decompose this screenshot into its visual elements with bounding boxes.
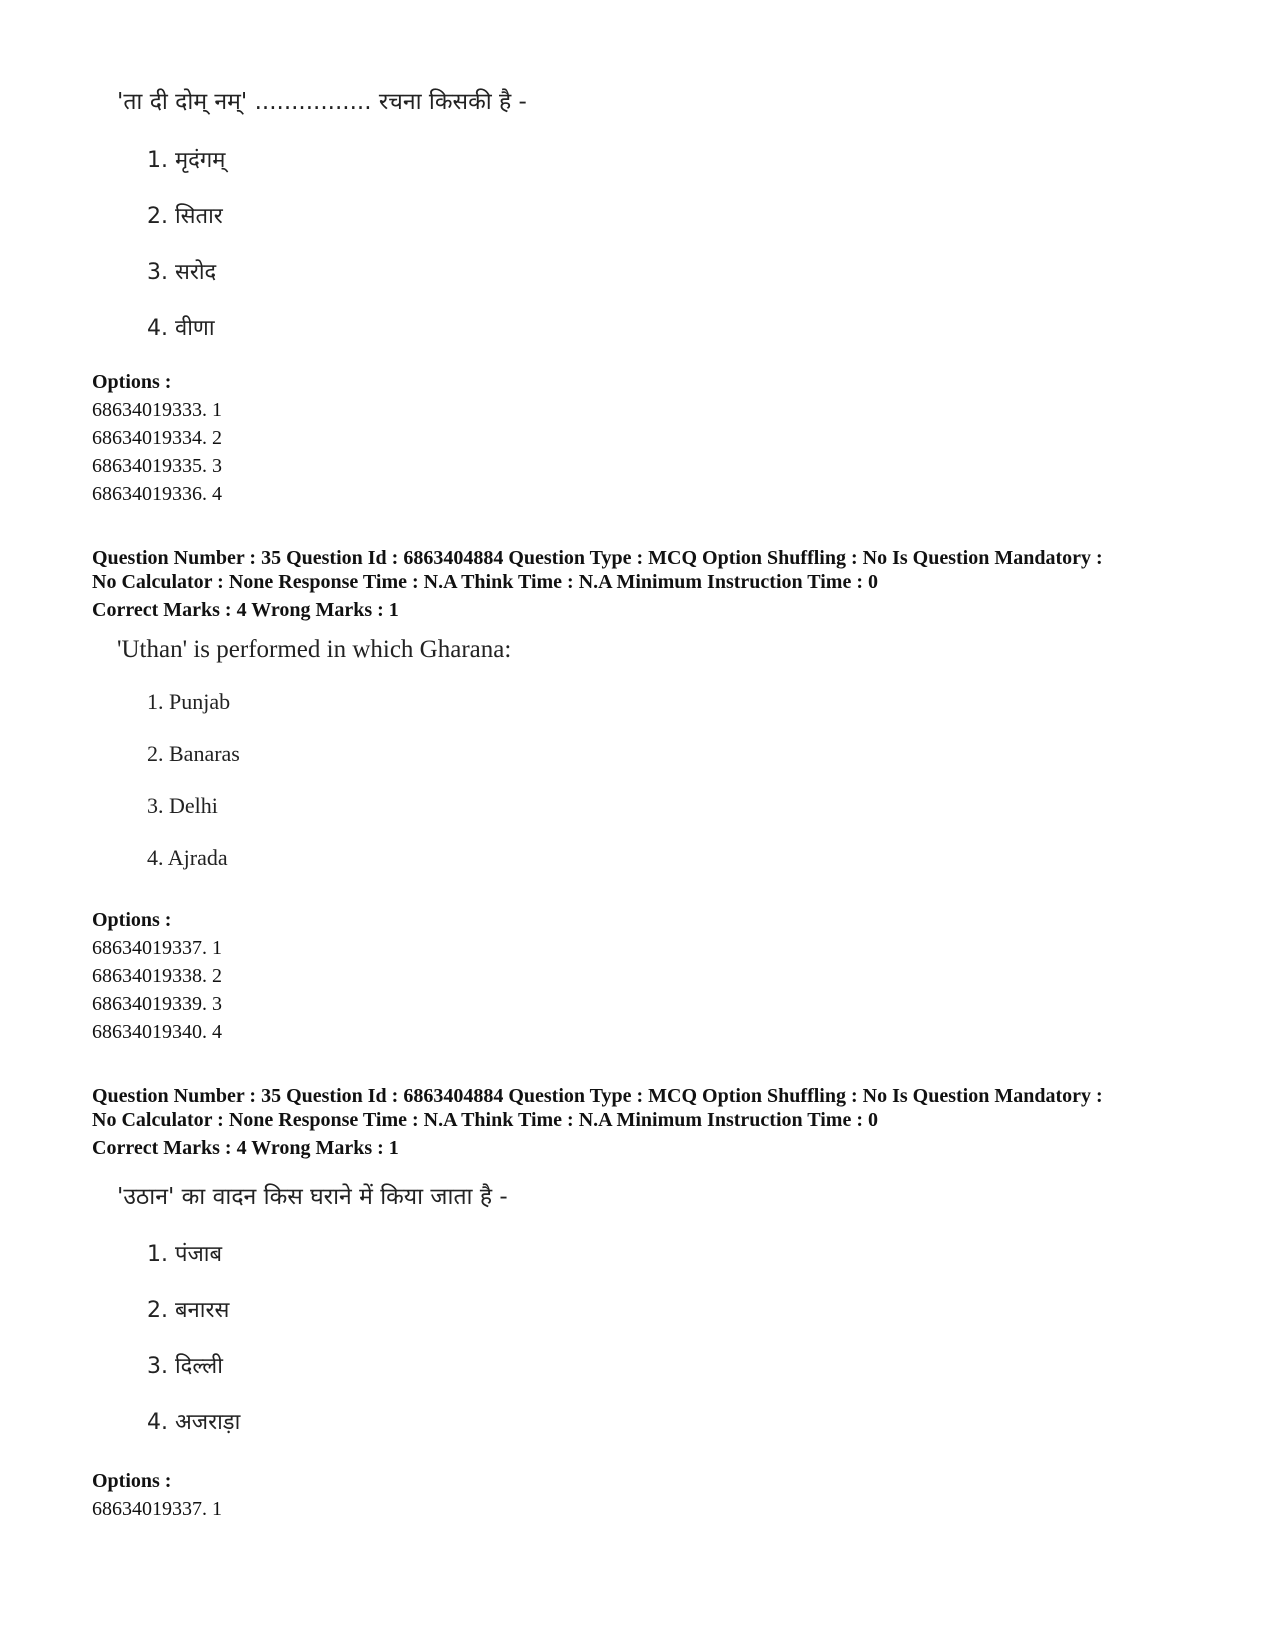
choice-item: 4. Ajrada — [147, 845, 228, 870]
choice-item: 3. सरोद — [147, 260, 217, 285]
option-row: 68634019337. 1 — [92, 1498, 222, 1520]
option-row: 68634019336. 4 — [92, 483, 222, 505]
question-meta-line: Question Number : 35 Question Id : 6863404884 Question Type : MCQ Option Shuffling : No Is Question Mandatory : — [92, 1085, 1103, 1107]
choice-item: 4. अजराड़ा — [147, 1410, 241, 1435]
choice-item: 2. सितार — [147, 204, 223, 229]
option-row: 68634019337. 1 — [92, 937, 222, 959]
option-row: 68634019335. 3 — [92, 455, 222, 477]
option-row: 68634019333. 1 — [92, 399, 222, 421]
choice-item: 1. मृदंगम् — [147, 148, 226, 173]
choice-item: 3. दिल्ली — [147, 1354, 223, 1379]
option-row: 68634019338. 2 — [92, 965, 222, 987]
question-meta-line: Question Number : 35 Question Id : 6863404884 Question Type : MCQ Option Shuffling : No Is Question Mandatory : — [92, 547, 1103, 569]
options-label: Options : — [92, 1470, 172, 1492]
options-label: Options : — [92, 909, 172, 931]
choice-item: 3. Delhi — [147, 793, 218, 818]
choice-item: 1. Punjab — [147, 689, 231, 714]
question-meta-line: No Calculator : None Response Time : N.A Think Time : N.A Minimum Instruction Time : 0 — [92, 1109, 878, 1131]
choice-item: 2. Banaras — [147, 741, 240, 766]
question-meta-line: No Calculator : None Response Time : N.A Think Time : N.A Minimum Instruction Time : 0 — [92, 571, 878, 593]
choice-item: 2. बनारस — [147, 1298, 230, 1323]
option-row: 68634019334. 2 — [92, 427, 222, 449]
choice-item: 4. वीणा — [147, 316, 215, 341]
question-text: 'Uthan' is performed in which Gharana: — [117, 636, 512, 663]
marks-line: Correct Marks : 4 Wrong Marks : 1 — [92, 599, 399, 621]
choice-item: 1. पंजाब — [147, 1242, 223, 1267]
option-row: 68634019339. 3 — [92, 993, 222, 1015]
marks-line: Correct Marks : 4 Wrong Marks : 1 — [92, 1137, 399, 1159]
question-text: 'उठान' का वादन किस घराने में किया जाता है - — [117, 1184, 508, 1210]
options-label: Options : — [92, 371, 172, 393]
question-text: 'ता दी दोम् नम्' ................ रचना किसकी है - — [117, 89, 527, 115]
option-row: 68634019340. 4 — [92, 1021, 222, 1043]
